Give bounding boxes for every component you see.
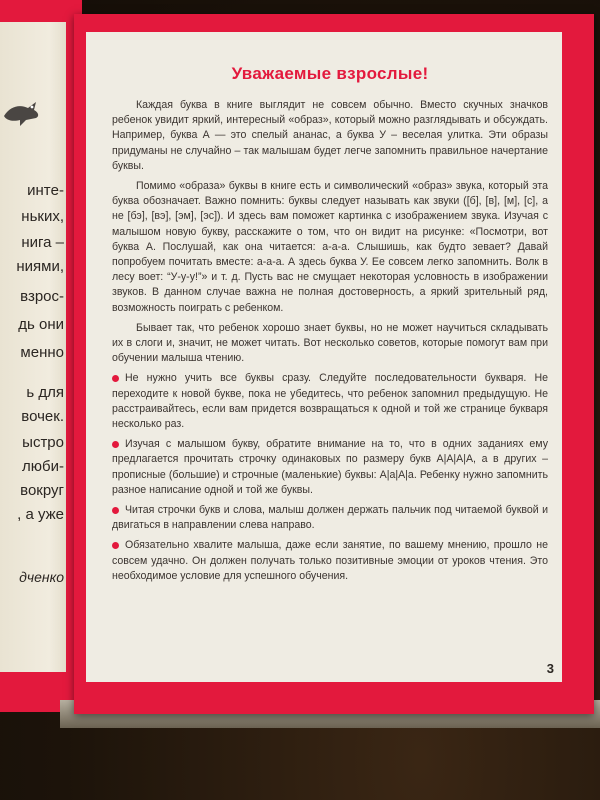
page-number: 3 [546, 661, 554, 676]
bullet-dot-icon [112, 441, 119, 448]
tip-text: Изучая с малышом букву, обратите внимание на то, что в одних заданиях ему предлагается прочитать строчку одинаковых по размеру букв А|А|А|А, а в других – прописные (большие) и строчные (маленькие) буквы: А|а|А|а. Ребенку нужно запомнить разное написание одной и той же буквы. [112, 438, 548, 496]
bullet-dot-icon [112, 542, 119, 549]
left-text-line: ньких, [21, 208, 64, 225]
paragraph: Бывает так, что ребенок хорошо знает буквы, но не может научиться складывать их в слоги и, значит, не может читать. Вот несколько советов, которые помогут вам при обучении малыша чтению. [112, 321, 548, 365]
left-text-line: дь они [18, 316, 64, 333]
left-text-line: взрос- [20, 288, 64, 305]
tip-text: Читая строчки букв и слова, малыш должен держать пальчик под читаемой буквой и двигаться в направлении слева направо. [112, 504, 548, 532]
tip-text: Обязательно хвалите малыша, даже если занятие, по вашему мнению, прошло не совсем удачно. Он должен получать только позитивные эмоции от уроков чтения. Это необходимое условие для успешного обучения. [112, 539, 548, 582]
bird-illustration-icon [2, 92, 42, 132]
left-page-signature: дченко [19, 569, 64, 585]
left-text-line: люби- [22, 458, 64, 475]
page-heading: Уважаемые взрослые! [231, 64, 429, 83]
tip-item [112, 437, 548, 498]
left-text-line: менно [20, 344, 64, 361]
right-page [74, 14, 594, 714]
left-page [0, 0, 82, 712]
left-text-line: вочек. [21, 408, 64, 425]
text-panel [86, 32, 562, 682]
left-text-line: интe- [27, 182, 64, 199]
left-text-line: ь для [26, 384, 64, 401]
left-text-line: вокруг [20, 482, 64, 499]
left-page-red-border-top [0, 0, 76, 22]
bullet-dot-icon [112, 507, 119, 514]
tip-item [112, 538, 548, 584]
paragraph: Каждая буква в книге выглядит не совсем обычно. Вместо скучных значков ребенок увидит яркий, интересный «образ», который можно разглядывать и обсуждать. Например, буква А — это спелый ананас, а буква У – веселая улитка. Эти образы придуманы не случайно – так малышам будет легче запомнить правильное начертание буквы. [112, 99, 548, 172]
left-text-line: ыстро [22, 434, 64, 451]
tip-item [112, 503, 548, 533]
left-text-line: нига – [21, 234, 64, 251]
tip-text: Не нужно учить все буквы сразу. Следуйте последовательности букваря. Не переходите к новой букве, пока не убедитесь, что ребенок запомнил предыдущую. Не расстраивайтесь, если вам придется возвращаться к одной и той же странице букваря несколько раз. [112, 372, 548, 431]
bullet-dot-icon [112, 375, 119, 382]
left-text-line: ниями, [16, 258, 64, 275]
left-text-line: , а уже [17, 506, 64, 523]
tip-item [112, 371, 548, 432]
paragraph: Помимо «образа» буквы в книге есть и символический «образ» звука, который эта буква обозначает. Важно помнить: буквы следует называть как звуки ([б], [в], [м], [с], а не [бэ], [вэ], [эм], [эс]). И здесь вам поможет картинка с изображением звука. Изучая с малышом новую букву, расскажите о том, что он видит на рисунке: «Посмотри, вот буква А. Послушай, как она читается: а-а-а. Слышишь, как будто зевает? Давай попробуем почитать вместе: а-а-а. А здесь буква У. Ее совсем легко запомнить. Волк в лесу воет: “У-у-у!”» и т. д. Пусть вас не смущает некоторая условность в изображении звуков. В данном случае важна не полная достоверность, а яркий зрительный ряд, возможность поиграть с ребенком. [112, 180, 548, 314]
